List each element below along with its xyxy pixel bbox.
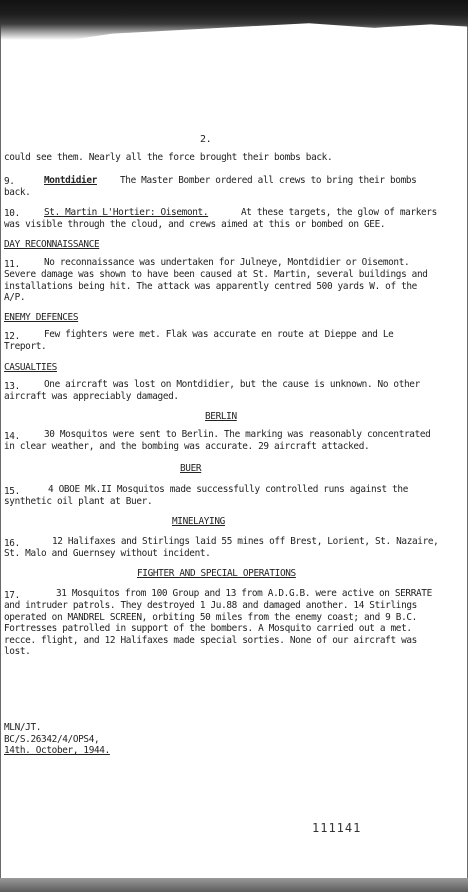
para-10-line-2: was visible through the cloud, and crews aimed at this or bombed on GEE. <box>4 219 386 230</box>
para-11-line-2: Severe damage was shown to have been caused at St. Martin, several buildings and <box>4 269 428 280</box>
footer-date: 14th. October, 1944. <box>4 745 110 756</box>
heading-buer: BUER <box>180 463 202 474</box>
para-15-line-1: 4 OBOE Mk.II Mosquitos made successfully controlled runs against the <box>48 484 409 495</box>
para-13-line-2: aircraft was appreciably damaged. <box>4 391 179 402</box>
para-12-line-1: Few fighters were met. Flak was accurate en route at Dieppe and Le <box>44 329 394 340</box>
heading-berlin: BERLIN <box>205 411 237 422</box>
para-16-number: 16. <box>4 538 20 549</box>
para-17-line-5: recce. flight, and 12 Halifaxes made special sorties. None of our aircraft was <box>4 635 417 646</box>
heading-day-reconnaissance: DAY RECONNAISSANCE <box>4 239 100 250</box>
heading-minelaying: MINELAYING <box>172 516 225 527</box>
para-13-line-1: One aircraft was lost on Montdidier, but the cause is unknown. No other <box>44 379 420 390</box>
para-11-line-4: A/P. <box>4 292 26 303</box>
heading-enemy-defences: ENEMY DEFENCES <box>4 312 79 323</box>
para-17-line-3: operated on MANDREL SCREEN, orbiting 50 miles from the enemy coast; and 9 B.C. <box>4 612 417 623</box>
para-16-line-1: 12 Halifaxes and Stirlings laid 55 mines off Brest, Lorient, St. Nazaire, <box>52 536 439 547</box>
para-15-line-2: synthetic oil plant at Buer. <box>4 496 153 507</box>
para-9-heading: Montdidier <box>44 175 97 186</box>
para-12-line-2: Treport. <box>4 341 47 352</box>
archive-stamp: 111141 <box>312 821 362 835</box>
para-9-line-2: back. <box>4 187 31 198</box>
para-17-number: 17. <box>4 590 20 601</box>
para-9-number: 9. <box>4 176 15 187</box>
para-17-line-1: 31 Mosquitos from 100 Group and 13 from A.D.G.B. were active on SERRATE <box>56 588 432 599</box>
para-10-line-1: At these targets, the glow of markers <box>241 207 437 218</box>
para-17-line-6: lost. <box>4 646 31 657</box>
para-14-line-2: in clear weather, and the bombing was accurate. 29 aircraft attacked. <box>4 441 370 452</box>
page-number: 2. <box>200 134 212 145</box>
heading-casualties: CASUALTIES <box>4 362 57 373</box>
footer-initials: MLN/JT. <box>4 722 42 733</box>
continuation-line: could see them. Nearly all the force brought their bombs back. <box>4 152 333 163</box>
footer-reference: BC/S.26342/4/OPS4, <box>4 734 100 745</box>
para-10-number: 10. <box>4 208 20 219</box>
para-14-number: 14. <box>4 431 20 442</box>
heading-fighter-special-operations: FIGHTER AND SPECIAL OPERATIONS <box>137 568 296 579</box>
para-12-number: 12. <box>4 331 20 342</box>
para-10-heading: St. Martin L'Hortier: Oisemont. <box>44 207 209 218</box>
para-15-number: 15. <box>4 486 20 497</box>
para-11-line-1: No reconnaissance was undertaken for Julneye, Montdidier or Oisemont. <box>44 257 410 268</box>
para-16-line-2: St. Malo and Guernsey without incident. <box>4 548 211 559</box>
para-11-line-3: installations being hit. The attack was apparently centred 500 yards W. of the <box>4 281 417 292</box>
para-17-line-2: and intruder patrols. They destroyed 1 Ju.88 and damaged another. 14 Stirlings <box>4 600 417 611</box>
para-17-line-4: Fortresses patrolled in support of the bombers. A Mosquito carried out a met. <box>4 623 412 634</box>
para-13-number: 13. <box>4 381 20 392</box>
scan-shadow-bottom <box>0 878 468 892</box>
para-14-line-1: 30 Mosquitos were sent to Berlin. The marking was reasonably concentrated <box>44 429 431 440</box>
para-11-number: 11. <box>4 259 20 270</box>
para-9-line-1: The Master Bomber ordered all crews to bring their bombs <box>120 175 417 186</box>
